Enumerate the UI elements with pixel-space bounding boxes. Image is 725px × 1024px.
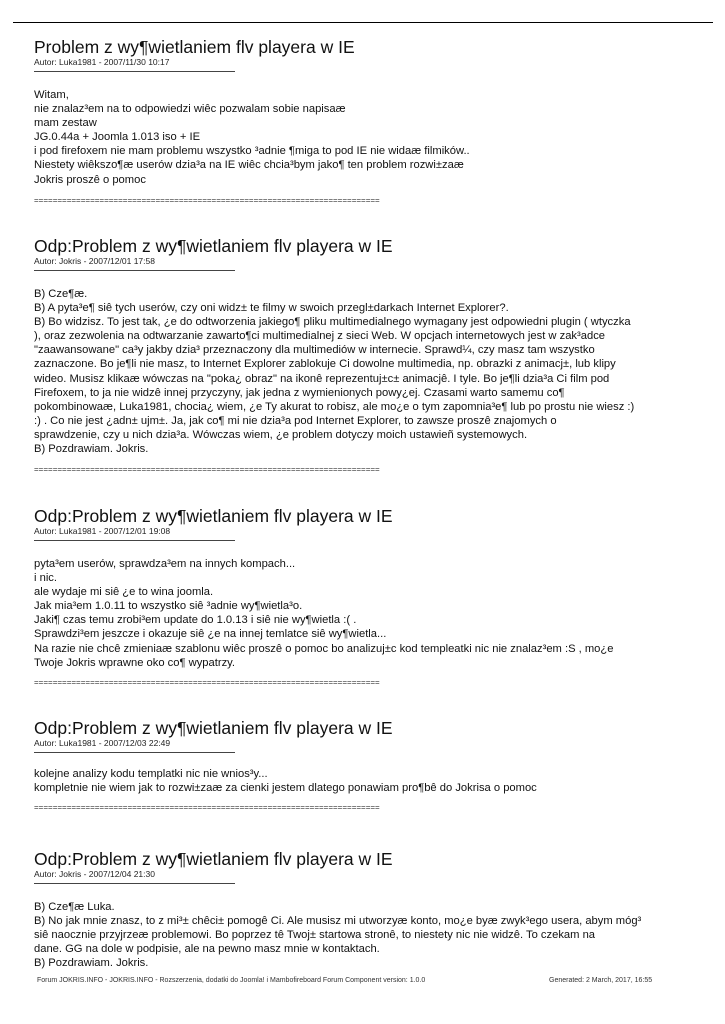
meta-divider	[34, 71, 235, 72]
post-line: "zaawansowane" ca³y jakby dzia³ przeznaczony dla multimediów w internecie. Sprawd¼, czy masz tam wszystko	[34, 344, 595, 357]
page-top-rule	[13, 22, 713, 23]
post-body	[34, 287, 714, 456]
post-line: Firefoxem, to ja nie widzê innej przyczyny, jak jedna z wymienionych powy¿ej. Czasami warto samemu co¶	[34, 386, 565, 399]
post-separator: ==========================================================================	[34, 195, 380, 205]
forum-post	[34, 37, 714, 206]
meta-divider	[34, 540, 235, 541]
post-line: Jokris proszê o pomoc	[34, 173, 146, 186]
post-title: Odp:Problem z wy¶wietlaniem flv playera w IE	[34, 236, 393, 256]
post-body	[34, 88, 714, 187]
meta-divider	[34, 270, 235, 271]
post-line: siê naocznie przyjrzeæ problemowi. Bo poprzez tê Twoj± startowa stronê, to niestety nic nie widzê. To czekam na	[34, 929, 596, 942]
footer-generated: Generated: 2 March, 2017, 16:55	[549, 977, 653, 984]
post-line: i nic.	[34, 572, 58, 585]
post-line: ale wydaje mi siê ¿e to wina joomla.	[34, 586, 214, 599]
forum-post	[34, 718, 714, 813]
post-line: B) Cze¶æ Luka.	[34, 901, 115, 913]
post-line: pyta³em userów, sprawdza³em na innych kompach...	[34, 558, 296, 570]
post-line: Jak mia³em 1.0.11 to wszystko siê ³adnie wy¶wietla³o.	[34, 600, 303, 613]
forum-post	[34, 849, 714, 970]
post-line: B) A pyta³e¶ siê tych userów, czy oni widz± te filmy w swoich przegl±darkach Internet Explorer?.	[34, 302, 509, 315]
post-body	[34, 557, 714, 670]
footer-source	[37, 976, 425, 985]
footer-source-text: Forum JOKRIS.INFO - JOKRIS.INFO - Rozszerzenia, dodatki do Joomla! i Mambo	[37, 977, 294, 984]
post-line: Niestety wiêkszo¶æ userów dzia³a na IE wiêc chcia³bym jako¶ ten problem rozwi±zaæ	[34, 159, 464, 172]
post-line: B) Bo widzisz. To jest tak, ¿e do odtworzenia jakiego¶ pliku multimedialnego wymagany jest odpowiedni plugin ( wtyczka	[34, 316, 631, 329]
post-line: ), oraz zezwolenia na odtwarzanie zawarto¶ci multimedialnej z sieci Web. W opcjach internetowych jest w zak³adce	[34, 330, 606, 343]
post-line: i pod firefoxem nie mam problemu wszystko ³adnie ¶miga to pod IE nie widaæ filmików..	[34, 145, 470, 158]
post-body	[34, 767, 714, 795]
post-separator: ==========================================================================	[34, 803, 380, 813]
post-line: :) . Co nie jest ¿adn± ujm±. Ja, jak co¶ mi nie dzia³a pod Internet Explorer, to zawsze proszê znajomych o	[34, 414, 557, 427]
post-author-date: Autor: Luka1981 - 2007/11/30 10:17	[34, 57, 170, 67]
forum-post	[34, 236, 714, 475]
post-line: dane. GG na dole w podpisie, ale na pewno masz mnie w kontaktach.	[34, 943, 380, 956]
meta-divider	[34, 883, 235, 884]
post-separator: ==========================================================================	[34, 465, 380, 475]
post-line: Jaki¶ czas temu zrobi³em update do 1.0.13 i siê nie wy¶wietla :( .	[34, 614, 357, 627]
post-line: B) No jak mnie znasz, to z mi³± chêci± pomogê Ci. Ale musisz mi utworzyæ konto, mo¿e byæ zwyk³ego usera, abym móg³	[34, 915, 642, 928]
post-line: kompletnie nie wiem jak to rozwi±zaæ za cienki jestem dlatego ponawiam pro¶bê do Jokrisa o pomoc	[34, 782, 537, 795]
post-line: zaznaczone. Bo je¶li nie masz, to Internet Explorer zablokuje Ci dowolne multimedia, np. obrazki z animacj±, lub klipy	[34, 358, 616, 371]
post-line: B) Pozdrawiam. Jokris.	[34, 443, 149, 456]
post-line: kolejne analizy kodu templatki nic nie wnios³y...	[34, 768, 268, 780]
post-title: Odp:Problem z wy¶wietlaniem flv playera w IE	[34, 506, 393, 526]
post-line: B) Pozdrawiam. Jokris.	[34, 957, 149, 970]
post-body	[34, 900, 714, 970]
footer-component-text: fireboard Forum Component version: 1.0.0	[293, 977, 426, 984]
post-line: B) Cze¶æ.	[34, 288, 88, 300]
forum-post	[34, 506, 714, 688]
post-line: sprawdzenie, czy u nich dzia³a. Wówczas wiem, ¿e problem dotyczy moich ustawieñ systemowych.	[34, 428, 528, 441]
post-line: wideo. Musisz klikaæ wówczas na "poka¿ obraz" na ikonê reprezentuj±c± animacjê. I tyle. Bo je¶li dzia³a Ci film pod	[34, 372, 610, 385]
post-line: nie znalaz³em na to odpowiedzi wiêc pozwalam sobie napisaæ	[34, 103, 346, 116]
meta-divider	[34, 752, 235, 753]
post-author-date: Autor: Jokris - 2007/12/01 17:58	[34, 256, 155, 266]
post-title: Odp:Problem z wy¶wietlaniem flv playera w IE	[34, 849, 393, 869]
post-line: Twoje Jokris wprawne oko co¶ wypatrzy.	[34, 656, 236, 669]
post-author-date: Autor: Luka1981 - 2007/12/01 19:08	[34, 526, 171, 536]
post-line: mam zestaw	[34, 117, 97, 130]
post-line: JG.0.44a + Joomla 1.013 iso + IE	[34, 131, 201, 144]
post-separator: ==========================================================================	[34, 677, 380, 687]
post-author-date: Autor: Jokris - 2007/12/04 21:30	[34, 869, 155, 879]
post-line: Na razie nie chcê zmieniaæ szablonu wiêc proszê o pomoc bo analizuj±c kod templeatki nic nie znalaz³em :S , mo¿e	[34, 642, 614, 655]
post-line: Sprawdzi³em jeszcze i okazuje siê ¿e na innej temlatce siê wy¶wietla...	[34, 628, 387, 641]
post-line: pokombinowaæ, Luka1981, chocia¿ wiem, ¿e Ty akurat to robisz, ale mo¿e o tym zapomnia³e¶ lub po prostu nie wiesz :)	[34, 400, 635, 413]
post-line: Witam,	[34, 89, 69, 101]
post-title: Odp:Problem z wy¶wietlaniem flv playera w IE	[34, 718, 393, 738]
post-title: Problem z wy¶wietlaniem flv playera w IE	[34, 37, 355, 57]
post-author-date: Autor: Luka1981 - 2007/12/03 22:49	[34, 738, 171, 748]
